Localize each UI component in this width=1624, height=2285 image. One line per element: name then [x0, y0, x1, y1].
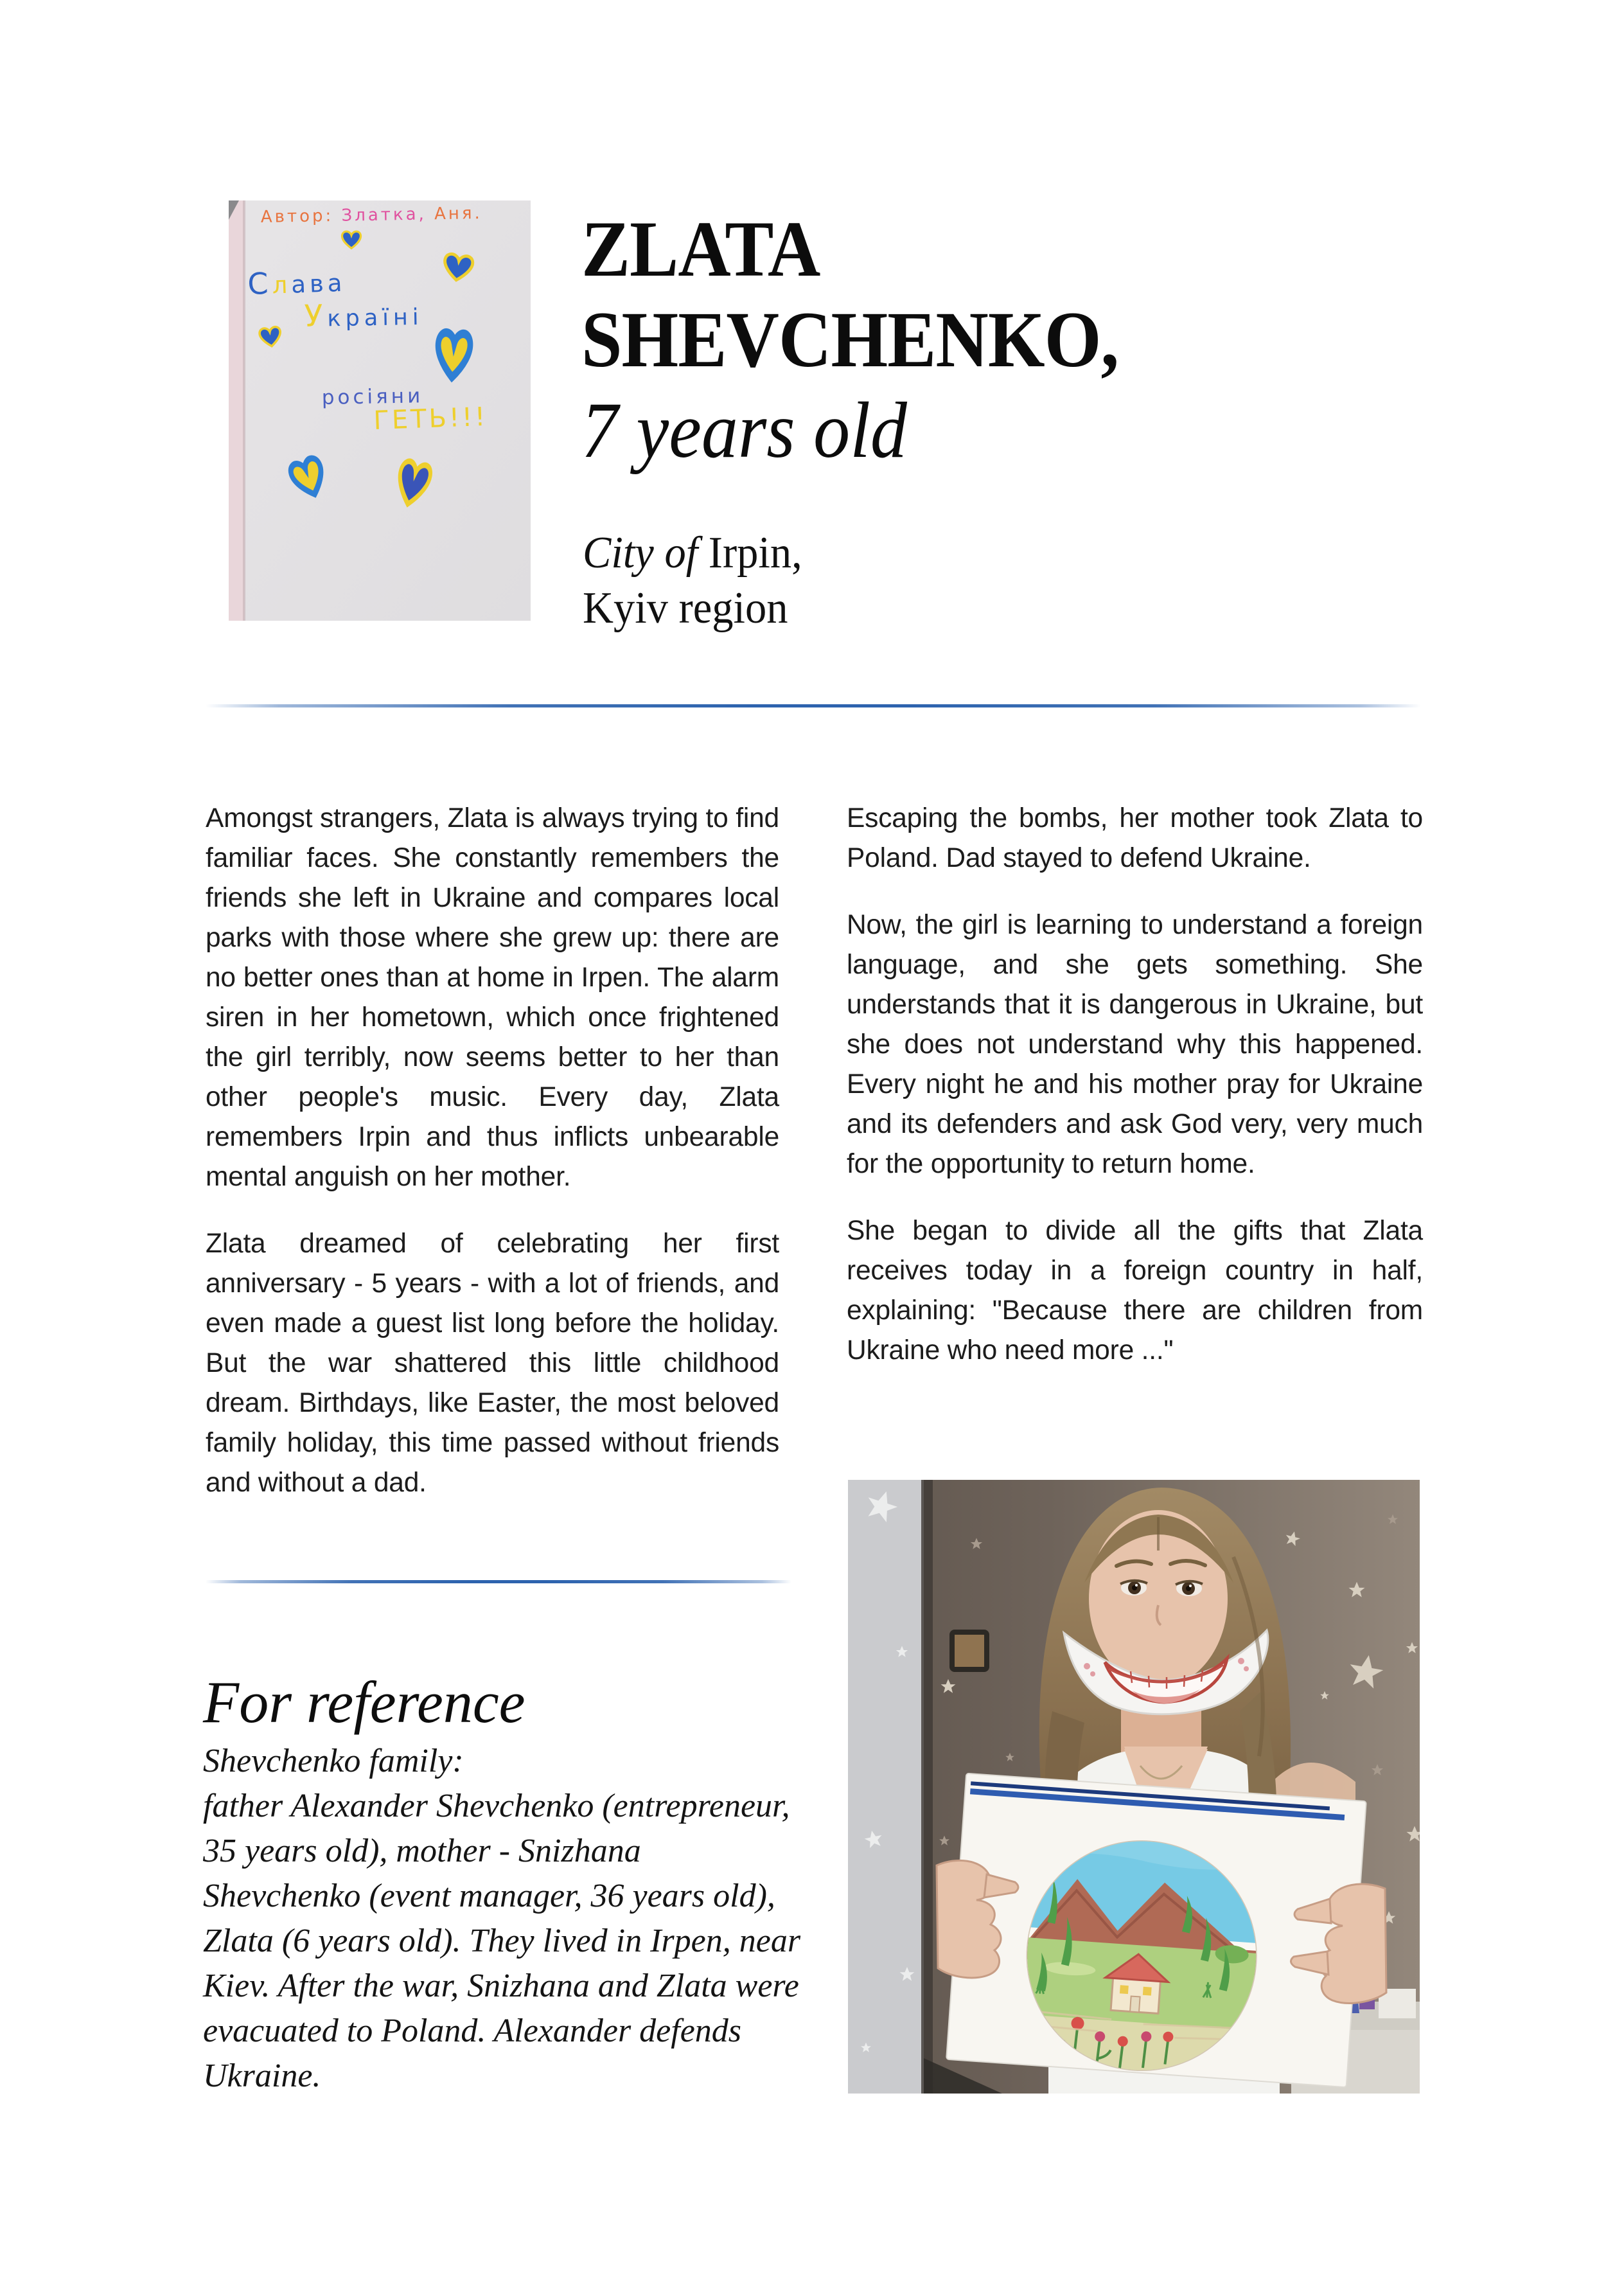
light-switch	[952, 1632, 987, 1669]
drawing-word-rosiyany: росіяни	[321, 384, 424, 409]
section-divider-reference	[206, 1580, 791, 1583]
drawing-word-ukraini: Україні	[304, 298, 423, 334]
reference-body: father Alexander Shevchenko (entrepreneur, 35 years old), mother - Snizhana Shevchenko (event manager, 36 years old), Zlata (6 years old). They lived in Irpen, near Kiev. After the war, Snizhana and Zlata were evacuated to Poland. Alexander defends Ukraine.	[203, 1788, 801, 2094]
drawing-word-slava: Слава	[247, 265, 347, 301]
reference-text	[203, 1739, 807, 2099]
held-drawing-sheet	[946, 1774, 1366, 2094]
page-title	[581, 204, 1118, 476]
article-column-right	[847, 799, 1423, 1398]
girl-photo	[848, 1480, 1420, 2094]
reference-heading: For reference	[203, 1669, 525, 1736]
paper-edge-line	[243, 200, 245, 621]
reference-family-line: Shevchenko family:	[203, 1743, 464, 1779]
paragraph: Escaping the bombs, her mother took Zlata to Poland. Dad stayed to defend Ukraine.	[847, 803, 1423, 873]
door-seam	[921, 1480, 933, 2094]
paragraph: Zlata dreamed of celebrating her first anniversary - 5 years - with a lot of friends, and even made a guest list long before the holiday. But the war shattered this little childhood dream. Birthdays, like Easter, the most beloved family holiday, this time passed without friends and without a dad.	[206, 1229, 779, 1498]
subtitle	[583, 526, 802, 636]
paper-edge	[229, 200, 244, 621]
drawing-word-het: ГЕТЬ!!!	[373, 402, 488, 436]
subtitle-line-1	[583, 526, 802, 581]
subtitle-city-of: City of	[583, 528, 698, 578]
wall-light	[848, 1480, 924, 2094]
drawing-author-line: Автор: Златка, Аня.	[260, 203, 483, 227]
paragraph: She began to divide all the gifts that Zlata receives today in a foreign country in half, explaining: "Because there are children from Ukraine who need more ..."	[847, 1216, 1423, 1365]
section-divider-top	[206, 704, 1421, 707]
title-line-1: ZLATA	[581, 205, 820, 294]
article-column-left	[206, 799, 779, 1530]
paragraph: Now, the girl is learning to understand a foreign language, and she gets something. She understands that it is dangerous in Ukraine, but she does not understand why this happened. Every night he and his mother pray for Ukraine and its defenders and ask God very, very much for the opportunity to return home.	[847, 910, 1423, 1179]
subtitle-irpin: Irpin,	[698, 528, 802, 578]
child-hearts-drawing	[229, 200, 531, 621]
paragraph: Amongst strangers, Zlata is always trying to find familiar faces. She constantly remembers the friends she left in Ukraine and compares local parks with those where she grew up: there are no better ones than at home in Irpen. The alarm siren in her hometown, which once frightened the girl terribly, now seems better to her than other people's music. Every day, Zlata remembers Irpin and thus inflicts unbearable mental anguish on her mother.	[206, 803, 779, 1192]
title-line-2: SHEVCHENKO,	[581, 296, 1119, 384]
title-line-3: 7 years old	[581, 386, 907, 475]
subtitle-line-2: Kyiv region	[583, 583, 788, 633]
